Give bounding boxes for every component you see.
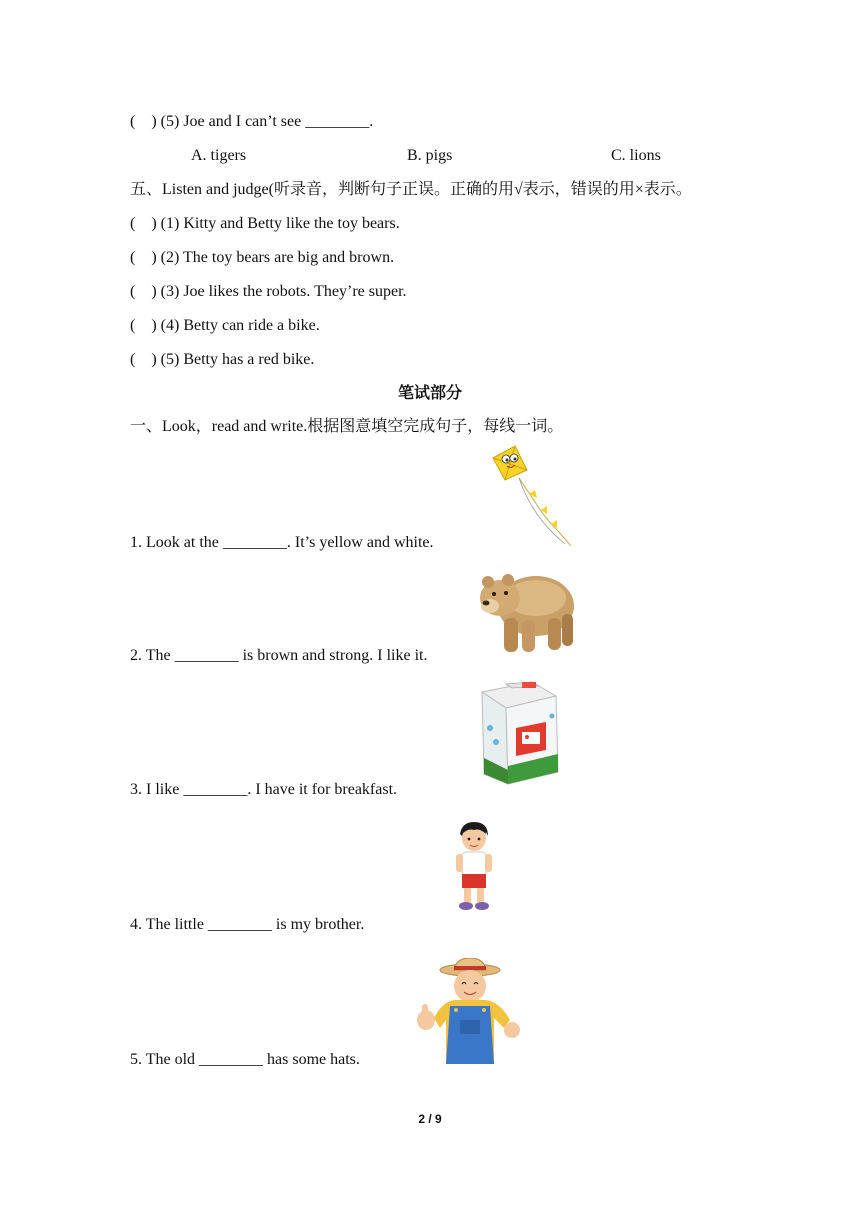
sentence-1: 1. Look at the ________. It’s yellow and white. (130, 534, 434, 551)
judge-item-1: ( ) (1) Kitty and Betty like the toy bears. (130, 215, 400, 232)
sentence-2: 2. The ________ is brown and strong. I like it. (130, 647, 428, 664)
option-b: B. pigs (407, 147, 453, 164)
question-5-listen: ( ) (5) Joe and I can’t see ________. (130, 113, 374, 130)
written-part-heading: 笔试部分 (397, 383, 462, 402)
page-number: 2 / 9 (418, 1112, 442, 1126)
judge-item-2: ( ) (2) The toy bears are big and brown. (130, 249, 395, 266)
option-c: C. lions (611, 147, 661, 164)
section-5-title: 五、Listen and judge(听录音，判断句子正误。正确的用√表示，错误的用×表示。 (130, 181, 692, 198)
kite-illustration (485, 444, 575, 548)
farmer-illustration (414, 958, 524, 1068)
sentence-5: 5. The old ________ has some hats. (130, 1051, 360, 1068)
sentence-4: 4. The little ________ is my brother. (130, 916, 365, 933)
milk-carton-illustration (472, 680, 562, 788)
bear-illustration (474, 558, 578, 658)
judge-item-5: ( ) (5) Betty has a red bike. (130, 351, 315, 368)
boy-illustration (450, 820, 496, 914)
sentence-3: 3. I like ________. I have it for breakfast. (130, 781, 398, 798)
option-a: A. tigers (191, 147, 247, 164)
section-1-title: 一、Look，read and write.根据图意填空完成句子，每线一词。 (130, 418, 564, 435)
judge-item-4: ( ) (4) Betty can ride a bike. (130, 317, 320, 334)
judge-item-3: ( ) (3) Joe likes the robots. They’re super. (130, 283, 407, 300)
